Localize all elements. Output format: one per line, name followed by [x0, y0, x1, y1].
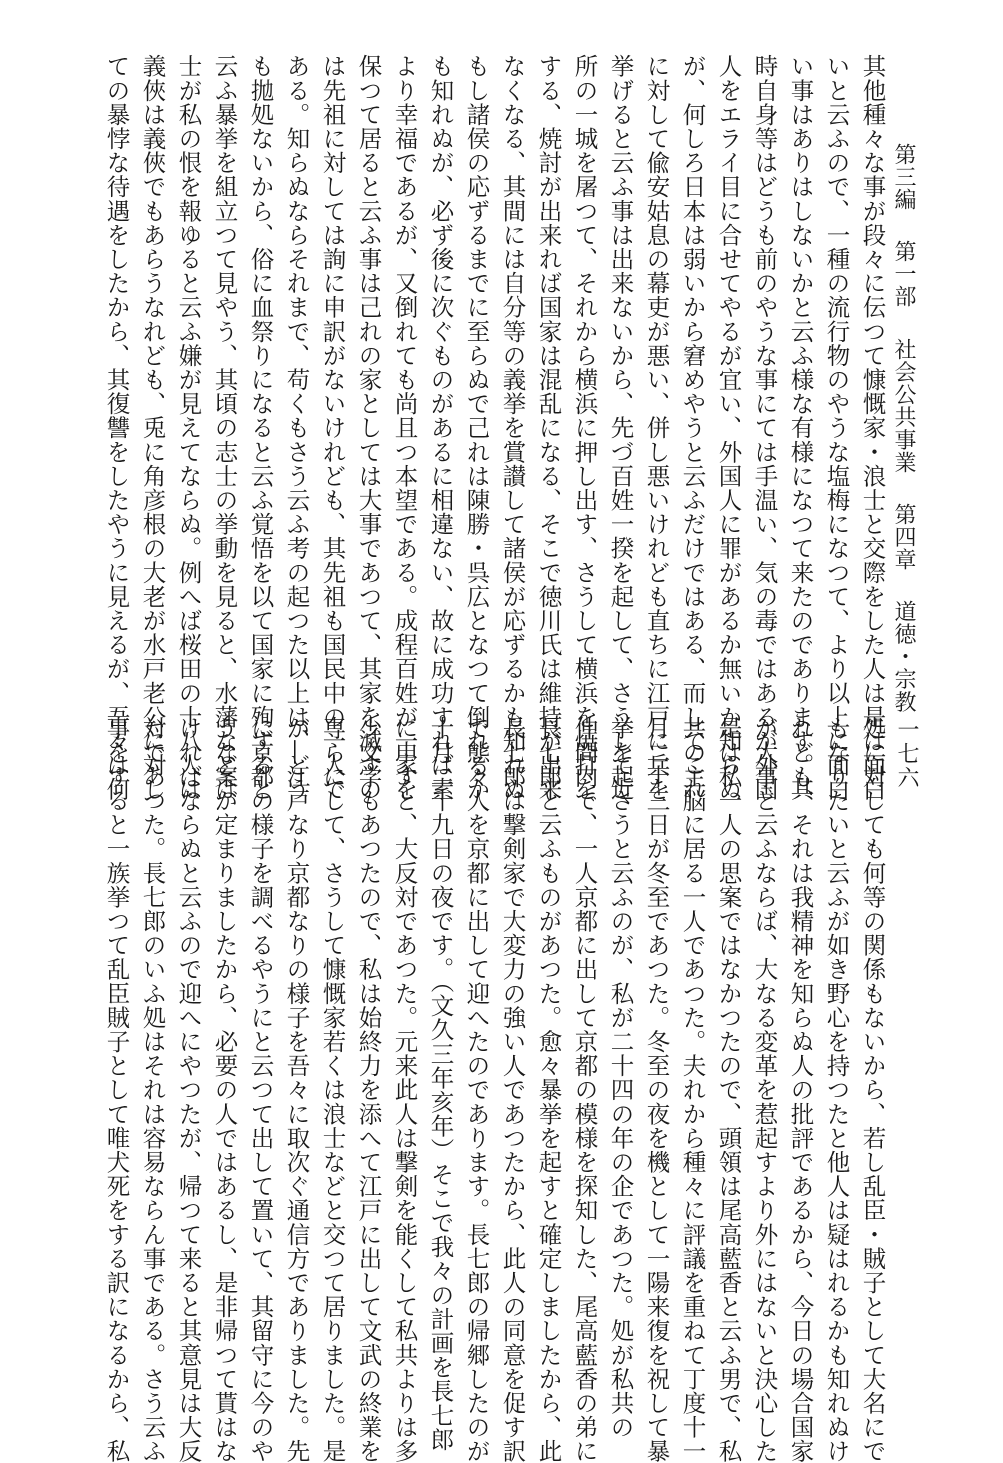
text-line: に対して偸安姑息の幕吏が悪い、併し悪いけれども直ちに江戸に兵を	[642, 54, 671, 802]
text-line: ければならぬと云ふので迎へにやつたが、帰つて来ると其意見は大反	[174, 716, 203, 1463]
text-line: なくなる、其間には自分等の義挙を賞讃して諸侯が応ずるかも知れぬ	[498, 54, 527, 802]
header-part: 第三編	[891, 143, 916, 211]
text-line: が―江戸なり京都なりの様子を吾々に取次ぐ通信方でありました。先	[282, 716, 311, 1463]
header-subject: 道徳・宗教	[891, 600, 916, 714]
text-line: が大事と云ふならば、大なる変革を惹起すより外にはないと決心した	[750, 716, 779, 1463]
text-line: 保つて居ると云ふ事は己れの家としては大事であつて、其家を滅すの	[354, 54, 383, 802]
text-line: い事はありはしないかと云ふ様な有様になつて来たのであります。其	[786, 54, 815, 802]
text-line: 共の主脳に居る一人であつた。夫れから種々に評議を重ねて丁度十一	[678, 716, 707, 1463]
text-line: は先祖に対しては詢に申訳がないけれども、其先祖も国民中の一人で	[318, 54, 347, 802]
text-line: 長七郎は撃剣家で大変力の強い人であつたから、此人の同意を促す訳	[498, 716, 527, 1463]
text-line: も拋処ないから、俗に血祭りになると云ふ覚悟を以て国家に殉ずると	[246, 54, 275, 802]
text-line: 所の一城を屠つて、それから横浜に押し出す、さうして横浜を焼打を	[570, 54, 599, 802]
text-line: 挙を起さうと云ふのが、私が二十四の年の企であつた。処が私共の	[606, 716, 635, 1439]
text-line: いと云ふので、一種の流行物のやうな塩梅になつて、より以上に面白	[822, 54, 851, 802]
header-chapter: 第四章	[891, 503, 916, 571]
text-line: に京都の様子を調べるやうにと云つて出して置いて、其留守に今のや	[246, 716, 275, 1463]
text-line: 士が私の恨を報ゆると云ふ嫌が見えてならぬ。例へば桜田の十八人は	[174, 54, 203, 802]
header-topic: 社会公共事業	[891, 337, 916, 474]
text-line: 専らにして、さうして慷慨家若くは浪士などと交つて居りました。是	[318, 716, 347, 1463]
text-line: うな案が定まりましたから、必要の人ではあるし、是非帰つて貰はな	[210, 716, 239, 1463]
text-line: 少文学もあつたので、私は始終力を添へて江戸に出して文武の終業を	[354, 716, 383, 1463]
text-line: で態々人を京都に出して迎へたのであります。長七郎の帰郷したのが	[462, 716, 491, 1463]
text-line: する、焼討が出来れば国家は混乱になる、そこで徳川氏は維持が出来	[534, 54, 563, 802]
text-line: れども、それは我精神を知らぬ人の批評であるから、今日の場合国家	[786, 716, 815, 1463]
text-line: 仲間内で、一人京都に出して京都の模様を探知した、尾高藍香の弟に	[570, 716, 599, 1463]
header-section: 第一部	[891, 240, 916, 309]
text-line: 長七郎と云ふものがあつた。愈々暴挙を起すと確定しましたから、此	[534, 716, 563, 1463]
text-line: 月二十三日が冬至であつた。冬至の夜を機として一陽来復を祝して暴	[642, 716, 671, 1463]
running-header	[892, 143, 914, 735]
text-line: より幸福であるが、又倒れても尚且つ本望である。成程百姓が一家を	[390, 54, 419, 802]
text-line: 云ふ暴挙を組立つて見やう、其頃の志士の挙動を見ると、水藩などは	[210, 54, 239, 802]
text-line: 十月二十九日の夜です。（文久三年亥年）そこで我々の計画を長七郎	[426, 716, 455, 1452]
text-line: 処に対しても何等の関係もないから、若し乱臣・賊子として大名にで	[858, 716, 887, 1463]
text-line: もなりたいと云ふが如き野心を持つたと他人は疑はれるかも知れぬけ	[822, 716, 851, 1463]
text-line: 其他種々な事が段々に伝つて慷慨家・浪士と交際をした人は是は面白	[858, 54, 887, 802]
text-line: 義俠は義俠でもあらうなれども、兎に角彦根の大老が水戸老公に対し	[138, 54, 167, 802]
page-number: 一七六	[894, 718, 919, 790]
text-line: ての暴悖な待遇をしたから、其復讐をしたやうに見えるが、吾々は何	[102, 54, 131, 802]
text-line: 挙げると云ふ事は出来ないから、先づ百姓一揆を起して、さうして近	[606, 54, 635, 802]
text-line: 是は私一人の思案ではなかつたので、頭領は尾高藍香と云ふ男で、私	[714, 716, 743, 1463]
text-line: ある。知らぬならそれまで、苟くもさう云ふ考の起つた以上は、どう	[282, 54, 311, 802]
text-line: 事をすると一族挙つて乱臣賊子として唯犬死をする訳になるから、私	[102, 716, 131, 1463]
text-line: が、何しろ日本は弱いから窘めやうと云ふだけではある、而してこれ	[678, 54, 707, 802]
text-line: もし諸侯の応ずるまでに至らぬで己れは陳勝・呉広となつて倒れるか	[462, 54, 491, 802]
text-line: に申すと、大反対であつた。元来此人は撃剣を能くして私共よりは多	[390, 716, 419, 1463]
text-line: 人をエライ目に合せてやるが宜い、外国人に罪があるか無いか知らぬ	[714, 54, 743, 802]
text-line: も知れぬが、必ず後に次ぐものがあるに相違ない、故に成功すれば素	[426, 54, 455, 802]
text-line: 対であつた。長七郎のいふ処はそれは容易ならん事である。さう云ふ	[138, 716, 167, 1463]
text-line: 時自身等はどうも前のやうな事にては手温い、気の毒ではあるが外国	[750, 54, 779, 802]
